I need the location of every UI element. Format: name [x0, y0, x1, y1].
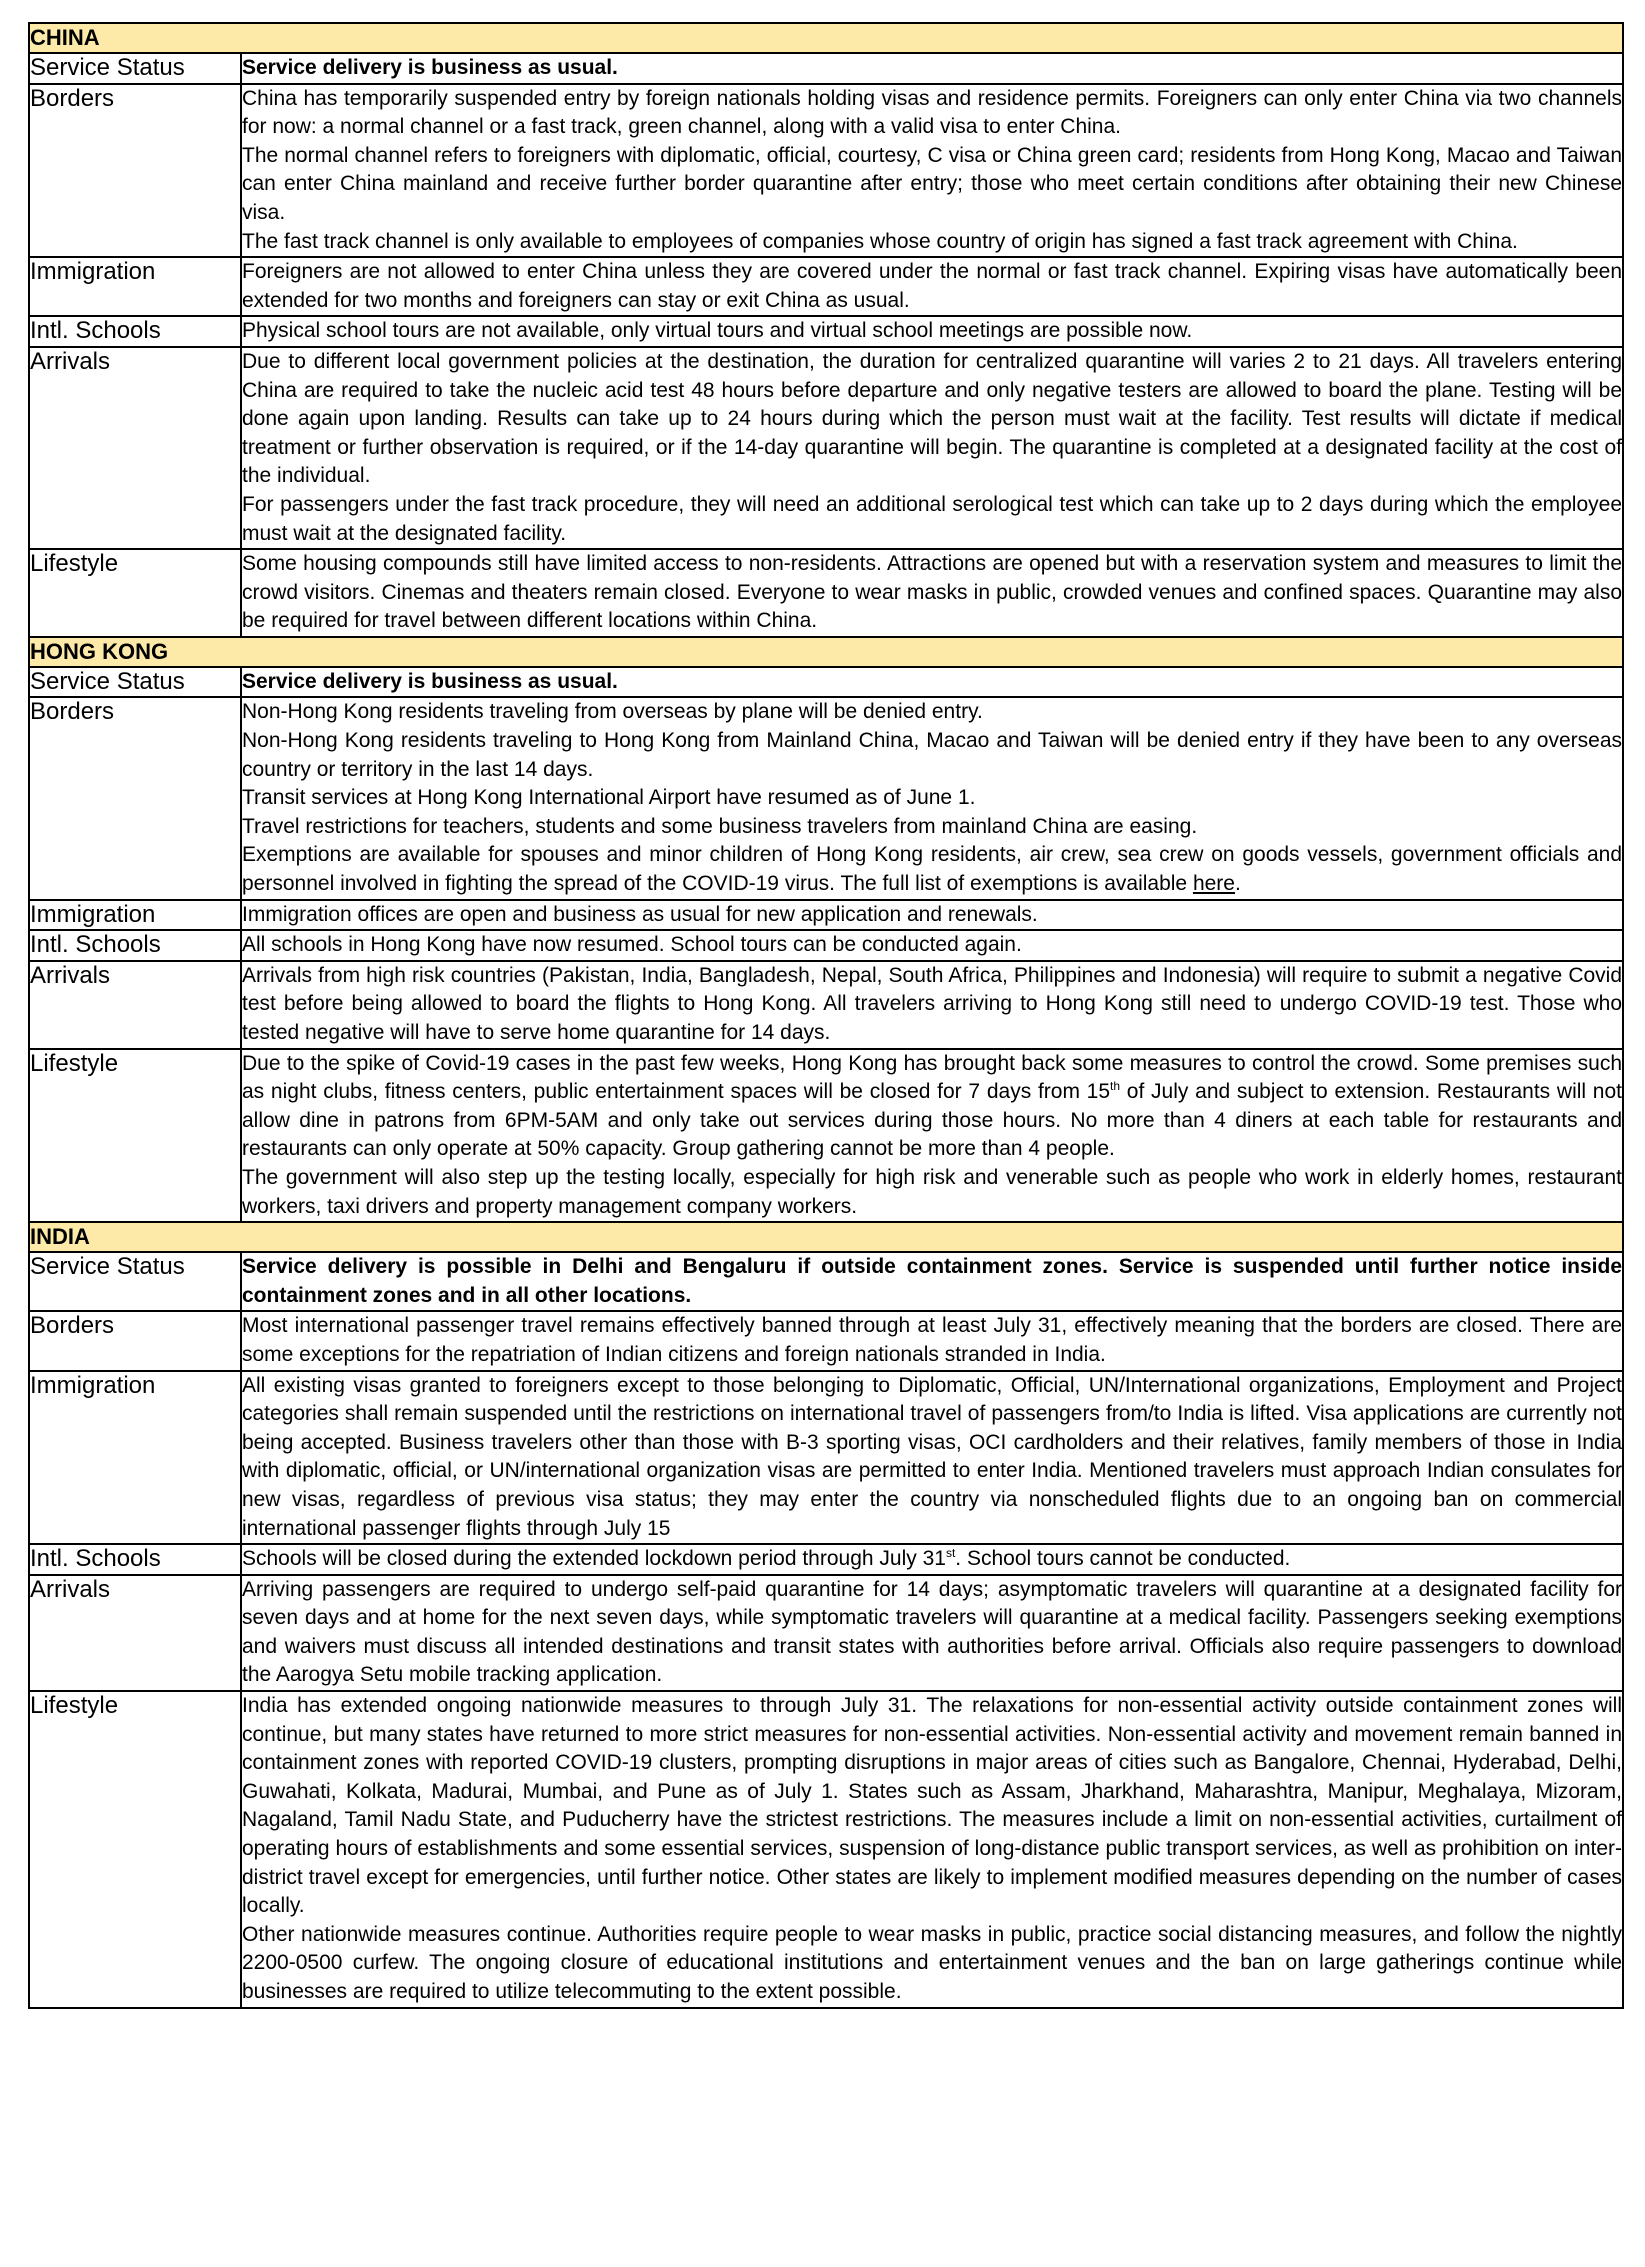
paragraph-text: All schools in Hong Kong have now resumed. School tours can be conducted again.	[242, 933, 1022, 957]
paragraph-text: Immigration offices are open and business as usual for new application and renewals.	[242, 902, 1038, 926]
paragraph-text-after: . School tours cannot be conducted.	[955, 1547, 1291, 1571]
category-label: Borders	[29, 84, 241, 258]
content-paragraph	[242, 841, 1622, 898]
paragraph-text: All existing visas granted to foreigners except to those belonging to Diplomatic, Official, UN/International organizations, Employment and Project categories shall remain suspended until the restrictions on international travel of passengers from/to India is lifted. Visa applications are currently not being accepted. Business travelers other than those with B-3 sporting visas, OCI cardholders and their relatives, family members of those in India with diplomatic, official, or UN/international organization visas are permitted to enter India. Mentioned travelers must approach Indian consulates for new visas, regardless of previous visa status; they may enter the country via nonscheduled flights due to an ongoing ban on commercial international passenger flights through July 15	[242, 1373, 1623, 1540]
content-paragraph	[242, 228, 1622, 257]
category-content	[241, 697, 1623, 899]
content-paragraph	[242, 784, 1622, 813]
category-content	[241, 347, 1623, 549]
content-paragraph	[242, 1050, 1622, 1164]
country-name: INDIA	[29, 1222, 1623, 1252]
paragraph-text: Transit services at Hong Kong International Airport have resumed as of June 1.	[242, 786, 976, 810]
paragraph-text: Travel restrictions for teachers, students and some business travelers from mainland China are easing.	[242, 814, 1198, 838]
category-row	[29, 84, 1623, 258]
category-row	[29, 1691, 1623, 2008]
category-content	[241, 1049, 1623, 1223]
category-label: Arrivals	[29, 961, 241, 1049]
category-label: Intl. Schools	[29, 1544, 241, 1575]
category-row	[29, 961, 1623, 1049]
paragraph-text: Due to the spike of Covid-19 cases in the past few weeks, Hong Kong has brought back some measures to control the crowd. Some premises such as night clubs, fitness centers, public entertainment spaces will be closed for 7 days from 15	[242, 1051, 1623, 1104]
category-label: Borders	[29, 697, 241, 899]
category-label: Intl. Schools	[29, 316, 241, 347]
category-content	[241, 1371, 1623, 1545]
category-content	[241, 667, 1623, 698]
paragraph-text: Schools will be closed during the extended lockdown period through July 31	[242, 1547, 946, 1571]
content-paragraph	[242, 1164, 1622, 1221]
category-row	[29, 549, 1623, 637]
paragraph-text: Due to different local government policies at the destination, the duration for centralized quarantine will varies 2 to 21 days. All travelers entering China are required to take the nucleic acid test 48 hours before departure and only negative testers are allowed to board the plane. Testing will be done again upon landing. Results can take up to 24 hours during which the person must wait at the facility. Test results will dictate if medical treatment or further observation is required, or if the 14-day quarantine will begin. The quarantine is completed at a designated facility at the cost of the individual.	[242, 349, 1623, 488]
category-label: Immigration	[29, 1371, 241, 1545]
category-label: Service Status	[29, 53, 241, 84]
category-content	[241, 930, 1623, 961]
content-paragraph	[242, 317, 1622, 346]
exemptions-link[interactable]: here	[1192, 872, 1235, 896]
category-row	[29, 1544, 1623, 1575]
category-label: Borders	[29, 1311, 241, 1370]
paragraph-text: China has temporarily suspended entry by foreign nationals holding visas and residence permits. Foreigners can only enter China via two channels for now: a normal channel or a fast track, green channel, along with a valid visa to enter China.	[242, 86, 1623, 139]
content-paragraph	[242, 668, 1622, 697]
category-label: Service Status	[29, 1252, 241, 1311]
category-label: Service Status	[29, 667, 241, 698]
content-paragraph	[242, 54, 1622, 83]
paragraph-text: Exemptions are available for spouses and minor children of Hong Kong residents, air crew, sea crew on goods vessels, government officials and personnel involved in fighting the spread of the COVID-19 virus. The full list of exemptions is available	[242, 843, 1623, 896]
category-row	[29, 900, 1623, 931]
country-status-table	[28, 22, 1624, 2009]
content-paragraph	[242, 85, 1622, 142]
category-content	[241, 961, 1623, 1049]
paragraph-text: Foreigners are not allowed to enter China unless they are covered under the normal or fast track channel. Expiring visas have automatically been extended for two months and foreigners can stay or exit China as usual.	[242, 260, 1623, 312]
content-paragraph	[242, 348, 1622, 491]
paragraph-text: Other nationwide measures continue. Authorities require people to wear masks in public, practice social distancing measures, and follow the nightly 2200-0500 curfew. The ongoing closure of educational institutions and entertainment venues and the ban on large gatherings continue while businesses are required to utilize telecommuting to the extent possible.	[242, 1922, 1623, 2003]
paragraph-text-after: of July and subject to extension. Restaurants will not allow dine in patrons from 6PM-5AM and only take out services during those hours. No more than 4 diners at each table for restaurants and restaurants can only operate at 50% capacity. Group gathering cannot be more than 4 people.	[242, 1080, 1623, 1161]
paragraph-text: Arrivals from high risk countries (Pakistan, India, Bangladesh, Nepal, South Africa, Philippines and Indonesia) will require to submit a negative Covid test before being allowed to board the flights to Hong Kong. All travelers arriving to Hong Kong still need to undergo COVID-19 test. Those who tested negative will have to serve home quarantine for 14 days.	[242, 963, 1623, 1044]
paragraph-text: Service delivery is possible in Delhi and Bengaluru if outside containment zones. Service is suspended until further notice inside containment zones and in all other locations.	[242, 1255, 1623, 1307]
category-content	[241, 257, 1623, 316]
category-row	[29, 316, 1623, 347]
category-content	[241, 1691, 1623, 2008]
category-content	[241, 53, 1623, 84]
content-paragraph	[242, 1692, 1622, 1921]
content-paragraph	[242, 1312, 1622, 1369]
paragraph-text: Arriving passengers are required to undergo self-paid quarantine for 14 days; asymptomatic travelers will quarantine at a designated facility for seven days and at home for the next seven days, while symptomatic travelers will quarantine at a medical facility. Passengers seeking exemptions and waivers must discuss all intended destinations and transit states with authorities before arrival. Officials also require passengers to download the Aarogya Setu mobile tracking application.	[242, 1577, 1623, 1687]
content-paragraph	[242, 931, 1622, 960]
category-label: Intl. Schools	[29, 930, 241, 961]
category-row	[29, 1252, 1623, 1311]
paragraph-text: Some housing compounds still have limited access to non-residents. Attractions are opened but with a reservation system and measures to limit the crowd visitors. Cinemas and theaters remain closed. Everyone to wear masks in public, crowded venues and confined spaces. Quarantine may also be required for travel between different locations within China.	[242, 552, 1623, 633]
category-content	[241, 316, 1623, 347]
category-content	[241, 1575, 1623, 1691]
category-row	[29, 257, 1623, 316]
category-content	[241, 1252, 1623, 1311]
paragraph-text: Service delivery is business as usual.	[242, 669, 618, 693]
category-content	[241, 1311, 1623, 1370]
content-paragraph	[242, 1545, 1622, 1574]
content-paragraph	[242, 1576, 1622, 1690]
paragraph-text: Service delivery is business as usual.	[242, 56, 618, 79]
paragraph-text: The government will also step up the testing locally, especially for high risk and venerable such as people who work in elderly homes, restaurant workers, taxi drivers and property management company workers.	[242, 1165, 1623, 1218]
paragraph-text: For passengers under the fast track procedure, they will need an additional serological test which can take up to 2 days during which the employee must wait at the designated facility.	[242, 492, 1623, 545]
paragraph-text: India has extended ongoing nationwide measures to through July 31. The relaxations for non-essential activity outside containment zones will continue, but many states have returned to more strict measures for non-essential activities. Non-essential activity and movement remain banned in containment zones with reported COVID-19 clusters, prompting disruptions in major areas of cities such as Bangalore, Chennai, Hyderabad, Delhi, Guwahati, Kolkata, Madurai, Mumbai, and Pune as of July 1. States such as Assam, Jharkhand, Maharashtra, Manipur, Meghalaya, Mizoram, Nagaland, Tamil Nadu State, and Puducherry have the strictest restrictions. The measures include a limit on non-essential activities, curtailment of operating hours of establishments and some essential services, suspension of long-distance public transport services, as well as prohibition on inter-district travel except for emergencies, until further notice. Other states are likely to implement modified measures depending on the number of cases locally.	[242, 1694, 1623, 1918]
country-header-row	[29, 637, 1623, 667]
category-row	[29, 697, 1623, 899]
paragraph-text: The fast track channel is only available to employees of companies whose country of origin has signed a fast track agreement with China.	[242, 229, 1518, 253]
category-row	[29, 53, 1623, 84]
content-paragraph	[242, 901, 1622, 930]
category-content	[241, 900, 1623, 931]
category-row	[29, 1371, 1623, 1545]
content-paragraph	[242, 727, 1622, 784]
paragraph-text: The normal channel refers to foreigners with diplomatic, official, courtesy, C visa or China green card; residents from Hong Kong, Macao and Taiwan can enter China mainland and receive further border quarantine after entry; those who meet certain conditions after obtaining their new Chinese visa.	[242, 143, 1623, 224]
content-paragraph	[242, 962, 1622, 1048]
ordinal-suffix: th	[1110, 1079, 1121, 1094]
category-label: Lifestyle	[29, 1049, 241, 1223]
content-paragraph	[242, 1253, 1622, 1310]
category-content	[241, 549, 1623, 637]
content-paragraph	[242, 550, 1622, 636]
category-content	[241, 1544, 1623, 1575]
category-row	[29, 1049, 1623, 1223]
ordinal-suffix: st	[945, 1546, 956, 1561]
category-label: Arrivals	[29, 347, 241, 549]
country-name: HONG KONG	[29, 637, 1623, 667]
paragraph-text: Most international passenger travel remains effectively banned through at least July 31, effectively meaning that the borders are closed. There are some exceptions for the repatriation of Indian citizens and foreign nationals stranded in India.	[242, 1314, 1623, 1366]
content-paragraph	[242, 1372, 1622, 1544]
category-row	[29, 347, 1623, 549]
country-name: CHINA	[29, 23, 1623, 53]
content-paragraph	[242, 491, 1622, 548]
paragraph-text-after: .	[1234, 872, 1241, 896]
content-paragraph	[242, 142, 1622, 228]
category-label: Lifestyle	[29, 1691, 241, 2008]
category-label: Immigration	[29, 257, 241, 316]
category-label: Lifestyle	[29, 549, 241, 637]
category-label: Arrivals	[29, 1575, 241, 1691]
content-paragraph	[242, 698, 1622, 727]
paragraph-text: Non-Hong Kong residents traveling to Hong Kong from Mainland China, Macao and Taiwan will be denied entry if they have been to any overseas country or territory in the last 14 days.	[242, 729, 1623, 781]
content-paragraph	[242, 258, 1622, 315]
content-paragraph	[242, 1921, 1622, 2007]
category-label: Immigration	[29, 900, 241, 931]
category-row	[29, 930, 1623, 961]
category-row	[29, 1575, 1623, 1691]
country-header-row	[29, 1222, 1623, 1252]
paragraph-text: Non-Hong Kong residents traveling from overseas by plane will be denied entry.	[242, 700, 983, 724]
category-row	[29, 1311, 1623, 1370]
category-content	[241, 84, 1623, 258]
category-row	[29, 667, 1623, 698]
paragraph-text: Physical school tours are not available, only virtual tours and virtual school meetings are possible now.	[242, 319, 1193, 343]
country-header-row	[29, 23, 1623, 53]
content-paragraph	[242, 813, 1622, 842]
